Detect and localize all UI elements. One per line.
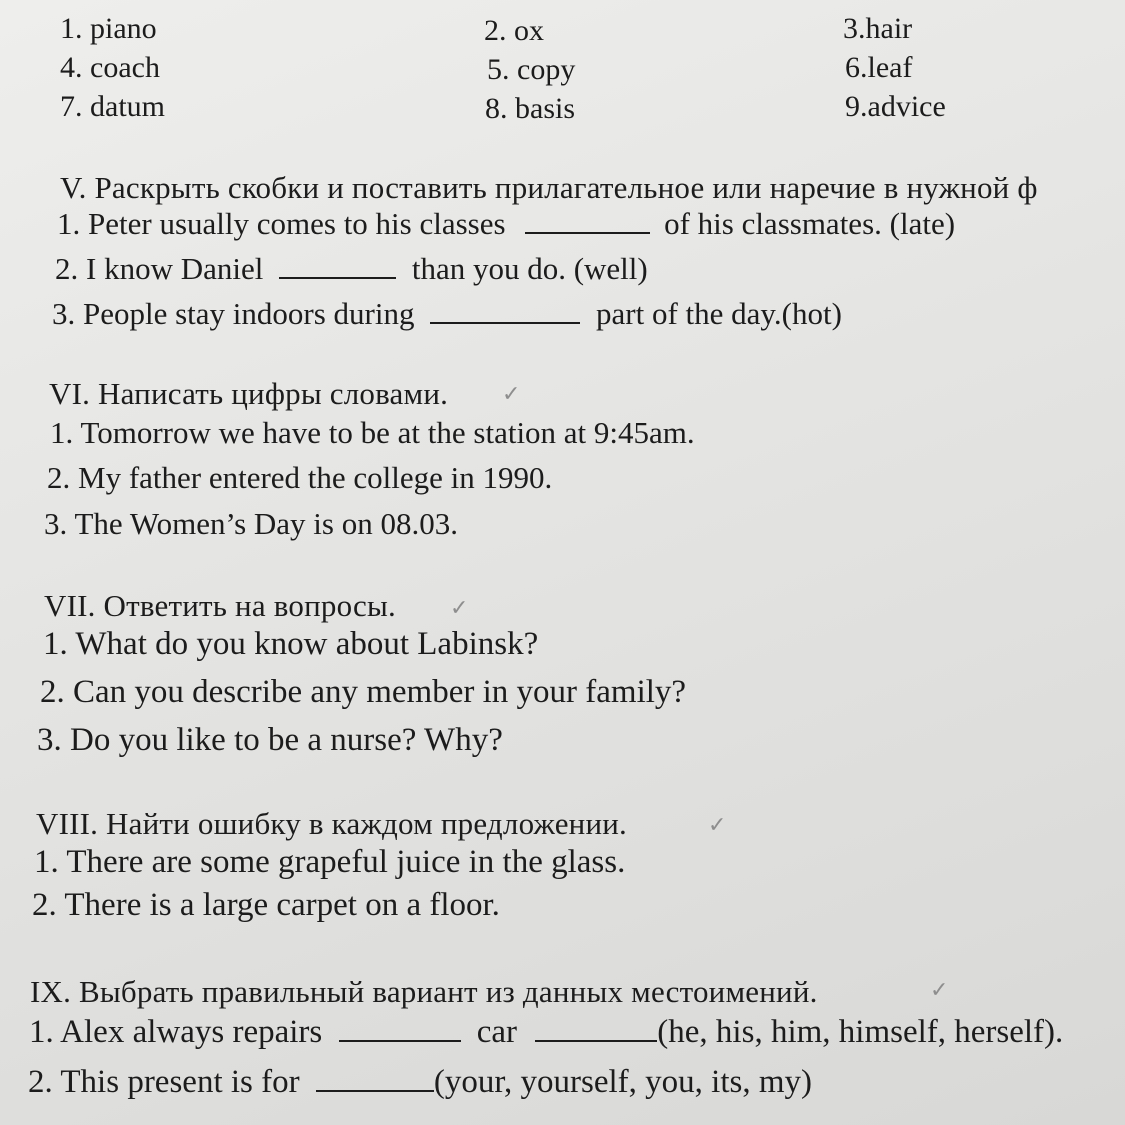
vocab-item: 7. datum bbox=[60, 90, 165, 123]
section-7-item: 1. What do you know about Labinsk? bbox=[43, 626, 539, 662]
answer-blank[interactable] bbox=[279, 253, 396, 279]
item-text-before: 3. People stay indoors during bbox=[52, 296, 415, 331]
item-text-before: 1. Alex always repairs bbox=[29, 1014, 323, 1050]
answer-blank[interactable] bbox=[316, 1066, 434, 1092]
item-text-before: 1. Peter usually comes to his classes bbox=[57, 206, 506, 241]
check-mark-icon: ✓ bbox=[502, 382, 521, 407]
section-9-item bbox=[28, 1066, 812, 1099]
vocab-item: 1. piano bbox=[60, 12, 157, 45]
item-text-before: 2. I know Daniel bbox=[55, 251, 264, 286]
section-5-item bbox=[57, 208, 955, 239]
section-6-item: 2. My father entered the college in 1990. bbox=[47, 460, 553, 495]
section-7-item: 2. Can you describe any member in your family? bbox=[40, 674, 687, 710]
vocab-item: 6.leaf bbox=[845, 51, 913, 84]
answer-blank[interactable] bbox=[430, 298, 580, 324]
section-7-item: 3. Do you like to be a nurse? Why? bbox=[37, 722, 503, 758]
section-9-item bbox=[29, 1016, 1063, 1049]
section-8-item: 1. There are some grapeful juice in the glass. bbox=[34, 844, 626, 880]
section-9-heading: IX. Выбрать правильный вариант из данных местоимений. bbox=[30, 974, 818, 1009]
vocab-item: 9.advice bbox=[845, 90, 946, 123]
check-mark-icon: ✓ bbox=[450, 596, 469, 621]
check-mark-icon: ✓ bbox=[930, 978, 949, 1003]
item-text-after: of his classmates. (late) bbox=[664, 206, 956, 241]
section-8-heading: VIII. Найти ошибку в каждом предложении. bbox=[36, 806, 627, 841]
section-5-heading: V. Раскрыть скобки и поставить прилагательное или наречие в нужной ф bbox=[60, 170, 1038, 205]
vocab-item: 8. basis bbox=[485, 92, 575, 125]
item-text-after: (your, yourself, you, its, my) bbox=[433, 1064, 812, 1100]
vocab-item: 2. ox bbox=[484, 14, 544, 47]
vocab-item: 4. coach bbox=[60, 51, 160, 84]
item-text-after: (he, his, him, himself, herself). bbox=[657, 1014, 1064, 1050]
item-text-after: part of the day.(hot) bbox=[596, 296, 842, 331]
vocab-item: 5. copy bbox=[487, 53, 576, 86]
section-8-item: 2. There is a large carpet on a floor. bbox=[32, 887, 500, 923]
item-text-after: than you do. (well) bbox=[411, 251, 648, 286]
check-mark-icon: ✓ bbox=[708, 813, 727, 838]
item-text-before: 2. This present is for bbox=[28, 1064, 300, 1100]
item-text-middle: car bbox=[476, 1014, 518, 1050]
section-6-heading: VI. Написать цифры словами. bbox=[49, 376, 449, 411]
answer-blank[interactable] bbox=[525, 208, 650, 234]
section-5-item bbox=[55, 253, 648, 284]
vocab-item: 3.hair bbox=[843, 12, 913, 45]
answer-blank[interactable] bbox=[535, 1016, 657, 1042]
section-6-item: 3. The Women’s Day is on 08.03. bbox=[44, 506, 458, 541]
answer-blank[interactable] bbox=[339, 1016, 461, 1042]
section-5-item bbox=[52, 298, 842, 329]
section-6-item: 1. Tomorrow we have to be at the station at 9:45am. bbox=[50, 415, 695, 450]
section-7-heading: VII. Ответить на вопросы. bbox=[44, 588, 396, 623]
